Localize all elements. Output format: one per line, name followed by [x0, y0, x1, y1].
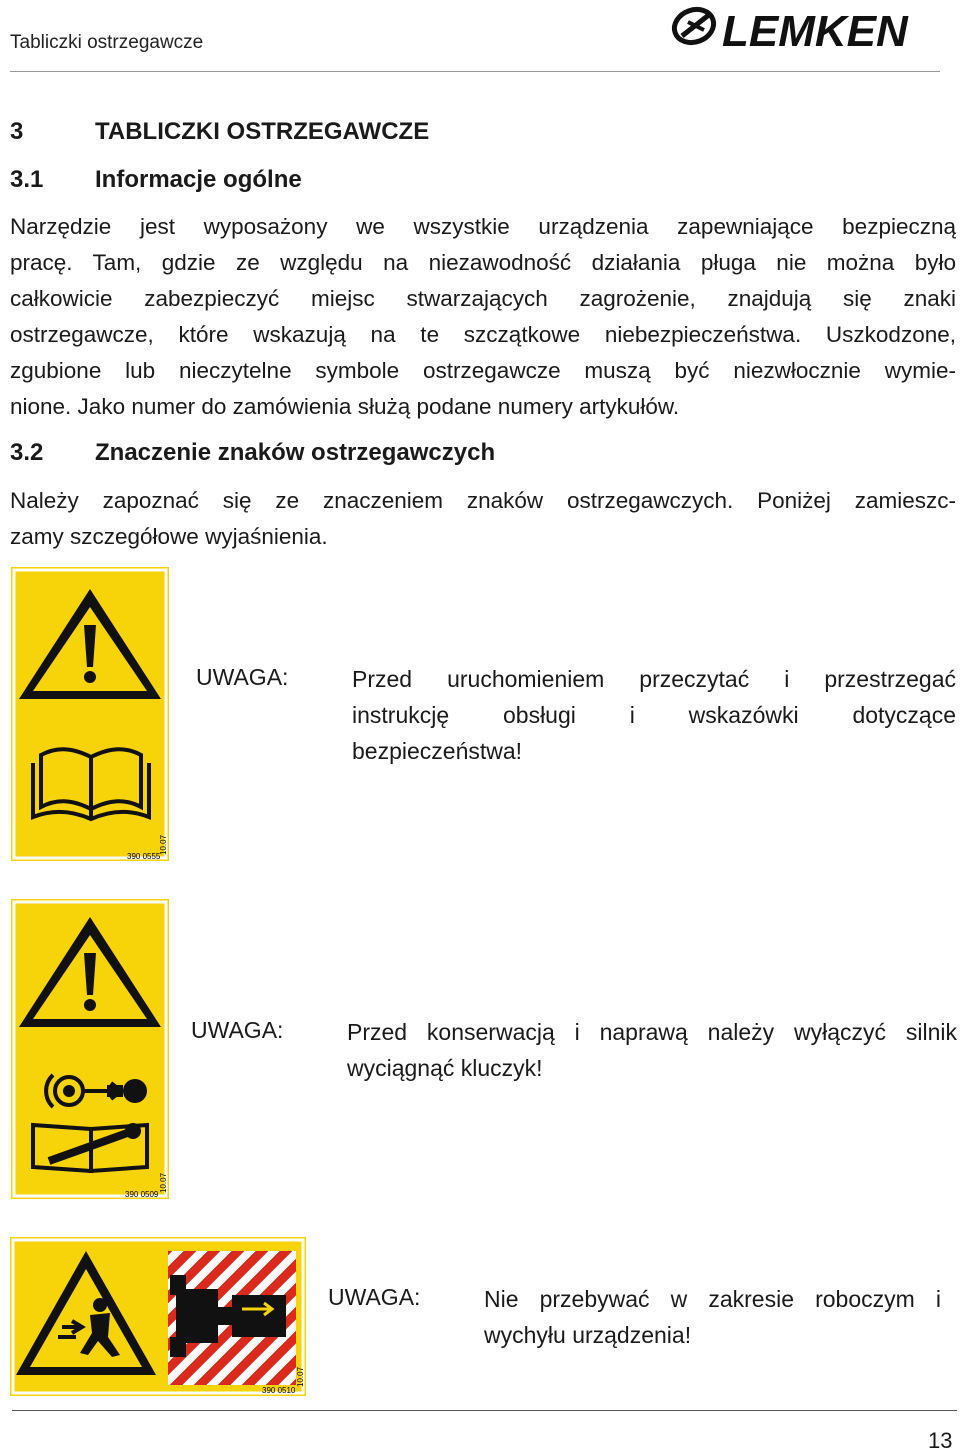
- section-32-title: Znaczenie znaków ostrzegawczych: [95, 439, 496, 466]
- sign-2-text: [347, 1014, 957, 1086]
- paragraph-line: nione. Jako numer do zamówienia służą podane numery artykułów.: [10, 394, 680, 419]
- header-title: Tabliczki ostrzegawcze: [10, 32, 204, 53]
- sign-code: 390 0509: [125, 1190, 159, 1199]
- sign-code: 390 0555: [127, 852, 161, 861]
- sign-date: 10.07: [159, 1172, 168, 1193]
- sign-1-line: bezpieczeństwa!: [352, 738, 523, 764]
- section-31-number: 3.1: [10, 166, 44, 193]
- lemken-logo: [668, 2, 950, 58]
- paragraph-line: ostrzegawcze, które wskazują na te szczątkowe niebezpieczeństwa. Uszkodzone,: [10, 322, 956, 347]
- sign-1-label: UWAGA:: [196, 664, 289, 690]
- footer-rule: [12, 1410, 957, 1411]
- paragraph-line: zgubione lub nieczytelne symbole ostrzegawcze muszą być niezwłocznie wymie-: [10, 358, 956, 383]
- paragraph-line: Narzędzie jest wyposażony we wszystkie urządzenia zapewniające bezpieczną: [10, 214, 956, 239]
- sign-code: 390 0510: [262, 1386, 296, 1395]
- sign-date: 10.07: [296, 1366, 305, 1387]
- paragraph-line: Należy zapoznać się ze znaczeniem znaków ostrzegawczych. Poniżej zamieszc-: [10, 488, 956, 513]
- section-3-number: 3: [10, 118, 24, 145]
- sign-2-line: Przed konserwacją i naprawą należy wyłączyć silnik: [347, 1019, 957, 1045]
- section-32-paragraph: [10, 483, 956, 555]
- section-31-paragraph: [10, 209, 956, 425]
- logo-text: LEMKEN: [722, 7, 908, 56]
- sign-3-label: UWAGA:: [328, 1284, 421, 1310]
- section-32-heading: [10, 439, 910, 469]
- sign-date: 10.07: [159, 834, 168, 855]
- section-31-heading: [10, 166, 910, 196]
- paragraph-line: pracę. Tam, gdzie ze względu na niezawodność działania pługa nie można było: [10, 250, 956, 275]
- sign-3-line: wychyłu urządzenia!: [484, 1322, 692, 1348]
- warning-sign-read-manual: [11, 567, 169, 861]
- section-3-heading: [10, 118, 910, 148]
- sign-3-text: [484, 1281, 941, 1353]
- sign-1-line: Przed uruchomieniem przeczytać i przestrzegać: [352, 666, 956, 692]
- section-32-number: 3.2: [10, 439, 44, 466]
- header-rule: [10, 71, 940, 72]
- paragraph-line: zamy szczegółowe wyjaśnienia.: [10, 524, 328, 549]
- section-31-title: Informacje ogólne: [95, 166, 302, 193]
- sign-1-line: instrukcję obsługi i wskazówki dotyczące: [352, 702, 956, 728]
- sign-3-line: Nie przebywać w zakresie roboczym i: [484, 1286, 941, 1312]
- page-number: 13: [928, 1428, 953, 1453]
- sign-2-line: wyciągnąć kluczyk!: [347, 1055, 543, 1081]
- sign-1-text: [352, 661, 956, 769]
- warning-sign-remove-key: [11, 899, 169, 1199]
- sign-2-label: UWAGA:: [191, 1017, 284, 1043]
- warning-sign-danger-zone: [10, 1237, 306, 1396]
- paragraph-line: całkowicie zabezpieczyć miejsc stwarzających zagrożenie, znajdują się znaki: [10, 286, 956, 311]
- section-3-title: TABLICZKI OSTRZEGAWCZE: [95, 118, 430, 145]
